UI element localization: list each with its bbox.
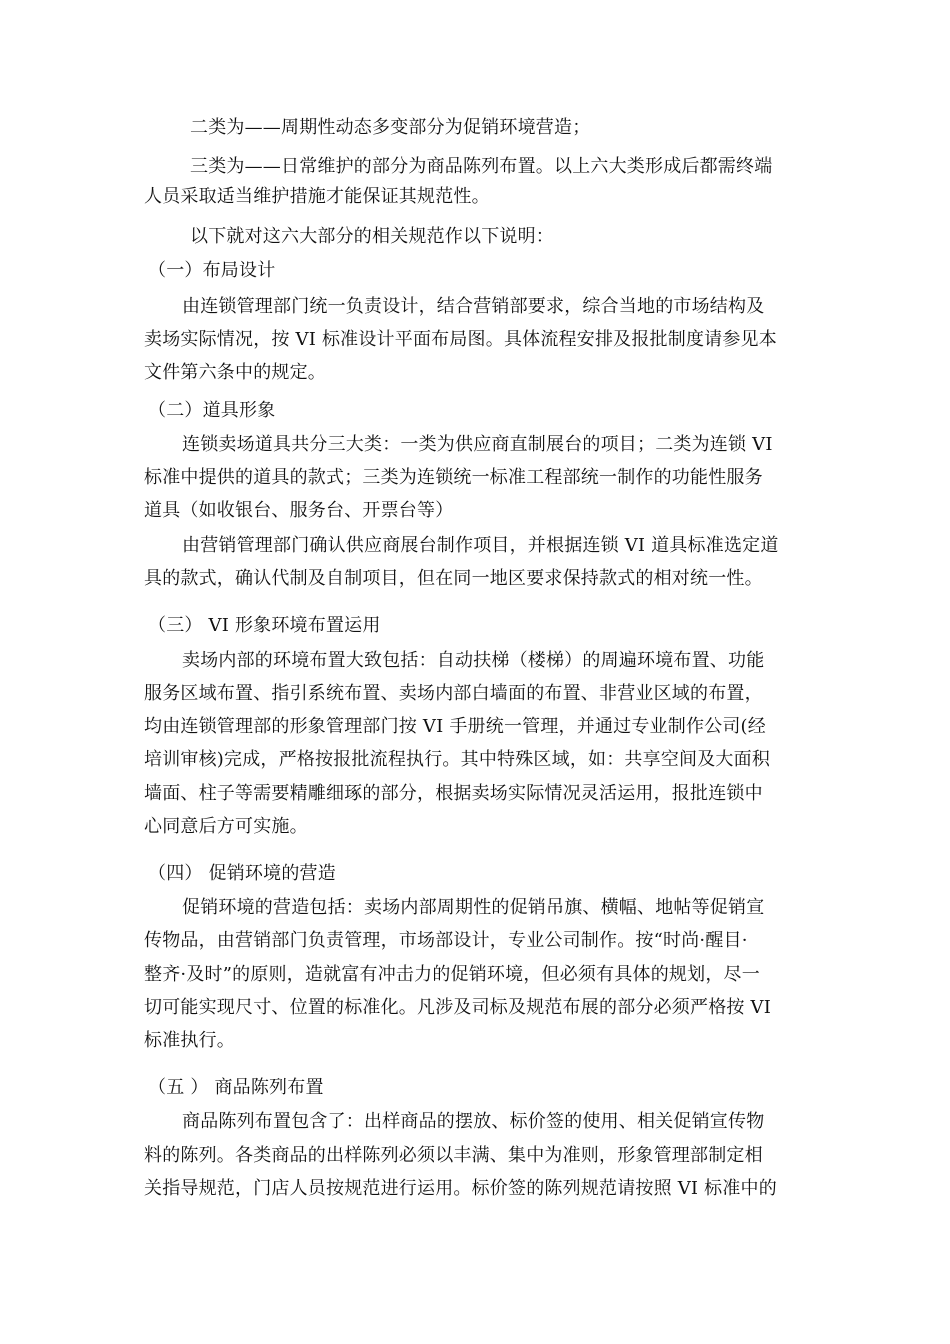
paragraph-line: 切可能实现尺寸、位置的标准化。凡涉及司标及规范布展的部分必须严格按 VI — [144, 997, 772, 1018]
paragraph-line: 关指导规范，门店人员按规范进行运用。标价签的陈列规范请按照 VI 标准中的 — [144, 1178, 777, 1199]
paragraph-line: 墙面、柱子等需要精雕细琢的部分，根据卖场实际情况灵活运用，报批连锁中 — [144, 783, 763, 804]
section-heading: （四） 促销环境的营造 — [148, 863, 336, 884]
section-heading: （二）道具形象 — [148, 400, 276, 421]
paragraph-line: 人员采取适当维护措施才能保证其规范性。 — [144, 186, 490, 207]
paragraph-line: 均由连锁管理部的形象管理部门按 VI 手册统一管理，并通过专业制作公司(经 — [144, 716, 766, 737]
paragraph-line: 三类为——日常维护的部分为商品陈列布置。以上六大类形成后都需终端 — [190, 156, 773, 177]
paragraph-line: 由连锁管理部门统一负责设计，结合营销部要求，综合当地的市场结构及 — [182, 296, 765, 317]
paragraph-line: 标准中提供的道具的款式；三类为连锁统一标准工程部统一制作的功能性服务 — [144, 467, 763, 488]
paragraph-line: 道具（如收银台、服务台、开票台等） — [144, 500, 454, 521]
paragraph-line: 由营销管理部门确认供应商展台制作项目，并根据连锁 VI 道具标准选定道 — [182, 535, 779, 556]
paragraph-line: 文件第六条中的规定。 — [144, 362, 326, 383]
paragraph-line: 料的陈列。各类商品的出样陈列必须以丰满、集中为准则，形象管理部制定相 — [144, 1145, 763, 1166]
paragraph-line: 二类为——周期性动态多变部分为促销环境营造； — [190, 117, 591, 138]
paragraph-line: 以下就对这六大部分的相关规范作以下说明： — [190, 226, 554, 247]
paragraph-line: 卖场实际情况，按 VI 标准设计平面布局图。具体流程安排及报批制度请参见本 — [144, 329, 777, 350]
paragraph-line: 服务区域布置、指引系统布置、卖场内部白墙面的布置、非营业区域的布置， — [144, 683, 763, 704]
paragraph-line: 具的款式，确认代制及自制项目，但在同一地区要求保持款式的相对统一性。 — [144, 568, 763, 589]
section-heading: （五 ） 商品陈列布置 — [148, 1077, 324, 1098]
paragraph-line: 促销环境的营造包括：卖场内部周期性的促销吊旗、横幅、地帖等促销宣 — [182, 897, 765, 918]
paragraph-line: 商品陈列布置包含了：出样商品的摆放、标价签的使用、相关促销宣传物 — [182, 1111, 765, 1132]
section-heading: （一）布局设计 — [148, 260, 276, 281]
paragraph-line: 卖场内部的环境布置大致包括：自动扶梯（楼梯）的周遍环境布置、功能 — [182, 650, 765, 671]
section-heading: （三） VI 形象环境布置运用 — [148, 615, 381, 636]
paragraph-line: 连锁卖场道具共分三大类：一类为供应商直制展台的项目；二类为连锁 VI — [182, 434, 773, 455]
paragraph-line: 标准执行。 — [144, 1030, 235, 1051]
paragraph-line: 心同意后方可实施。 — [144, 816, 308, 837]
paragraph-line: 传物品，由营销部门负责管理，市场部设计，专业公司制作。按“时尚·醒目· — [144, 930, 748, 951]
paragraph-line: 整齐·及时”的原则，造就富有冲击力的促销环境，但必须有具体的规划，尽一 — [144, 964, 760, 985]
paragraph-line: 培训审核)完成，严格按报批流程执行。其中特殊区域，如：共享空间及大面积 — [144, 749, 771, 770]
